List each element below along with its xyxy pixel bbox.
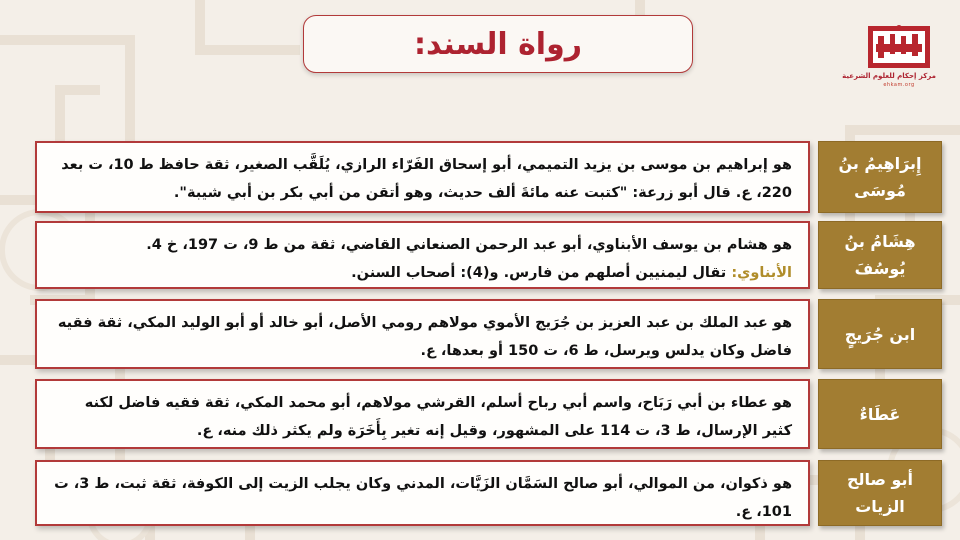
narrator-name: إِبرَاهِيمُ بنُ مُوسَى xyxy=(838,154,922,200)
narrator-name: هِشَامُ بنُ يُوسُفَ xyxy=(844,232,916,278)
narrator-name-box xyxy=(818,379,942,449)
narrator-bio-note: تقال ليمنيين أصلهم من فارس. و(4): أصحاب السنن. xyxy=(351,265,727,281)
slide-title-box xyxy=(303,15,693,73)
narrator-name-box xyxy=(818,141,942,213)
narrator-name-box xyxy=(818,299,942,369)
narrator-term-highlight: الأبناوي: xyxy=(731,265,792,281)
narrator-bio-box xyxy=(35,141,810,213)
narrator-bio-box xyxy=(35,221,810,289)
narrator-bio-box xyxy=(35,299,810,369)
narrator-bio: هو هشام بن يوسف الأبناوي، أبو عبد الرحمن الصنعاني القاضي، ثقة من ط 9، ت 197، خ 4. xyxy=(146,237,792,253)
narrator-name: أبو صالح الزيات xyxy=(846,470,914,516)
narrator-bio: هو عبد الملك بن عبد العزيز بن جُرَيج الأموي مولاهم رومي الأصل، أبو خالد أو أبو الوليد المكي، ثقة فقيه فاضل وكان يدلس ويرسل، ط 6، ت 150 أو بعدها، ع. xyxy=(57,315,792,359)
slide-title: رواة السند: xyxy=(414,26,583,62)
narrator-bio-box xyxy=(35,379,810,449)
narrator-name-box xyxy=(818,221,942,289)
narrator-name: عَطَاءٌ xyxy=(859,404,901,424)
narrator-bio: هو ذكوان، من الموالي، أبو صالح السَمَّان الزَيَّات، المدني وكان يجلب الزيت إلى الكوفة، ثقة ثبت، ط 3، ت 101، ع. xyxy=(54,476,792,520)
logo-mark-icon xyxy=(868,22,930,72)
logo-subtitle: مركز إحكام للعلوم الشرعية xyxy=(842,72,936,80)
narrator-bio-box xyxy=(35,460,810,526)
logo-url: ehkam.org xyxy=(883,82,915,88)
narrator-bio: هو إبراهيم بن موسى بن يزيد التميمي، أبو إسحاق الفَرّاء الرازي، يُلَقَّب الصغير، ثقة حافظ ط 10، ت بعد 220، ع. قال أبو زرعة: "كتبت عنه مائةَ ألف حديث، وهو أتقن من أبي بكر بن أبي شيبة". xyxy=(61,157,792,201)
narrator-name-box xyxy=(818,460,942,526)
narrator-bio: هو عطاء بن أبي رَبَاح، واسم أبي رباح أسلم، القرشي مولاهم، أبو محمد المكي، ثقة فقيه فاضل لكنه كثير الإرسال، ط 3، ت 114 على المشهور، وقيل إنه تغير بِأَخَرَة ولم يكثر ذلك منه، ع. xyxy=(84,395,792,439)
logo xyxy=(842,22,936,92)
narrator-name: ابن جُرَيجٍ xyxy=(844,324,916,344)
